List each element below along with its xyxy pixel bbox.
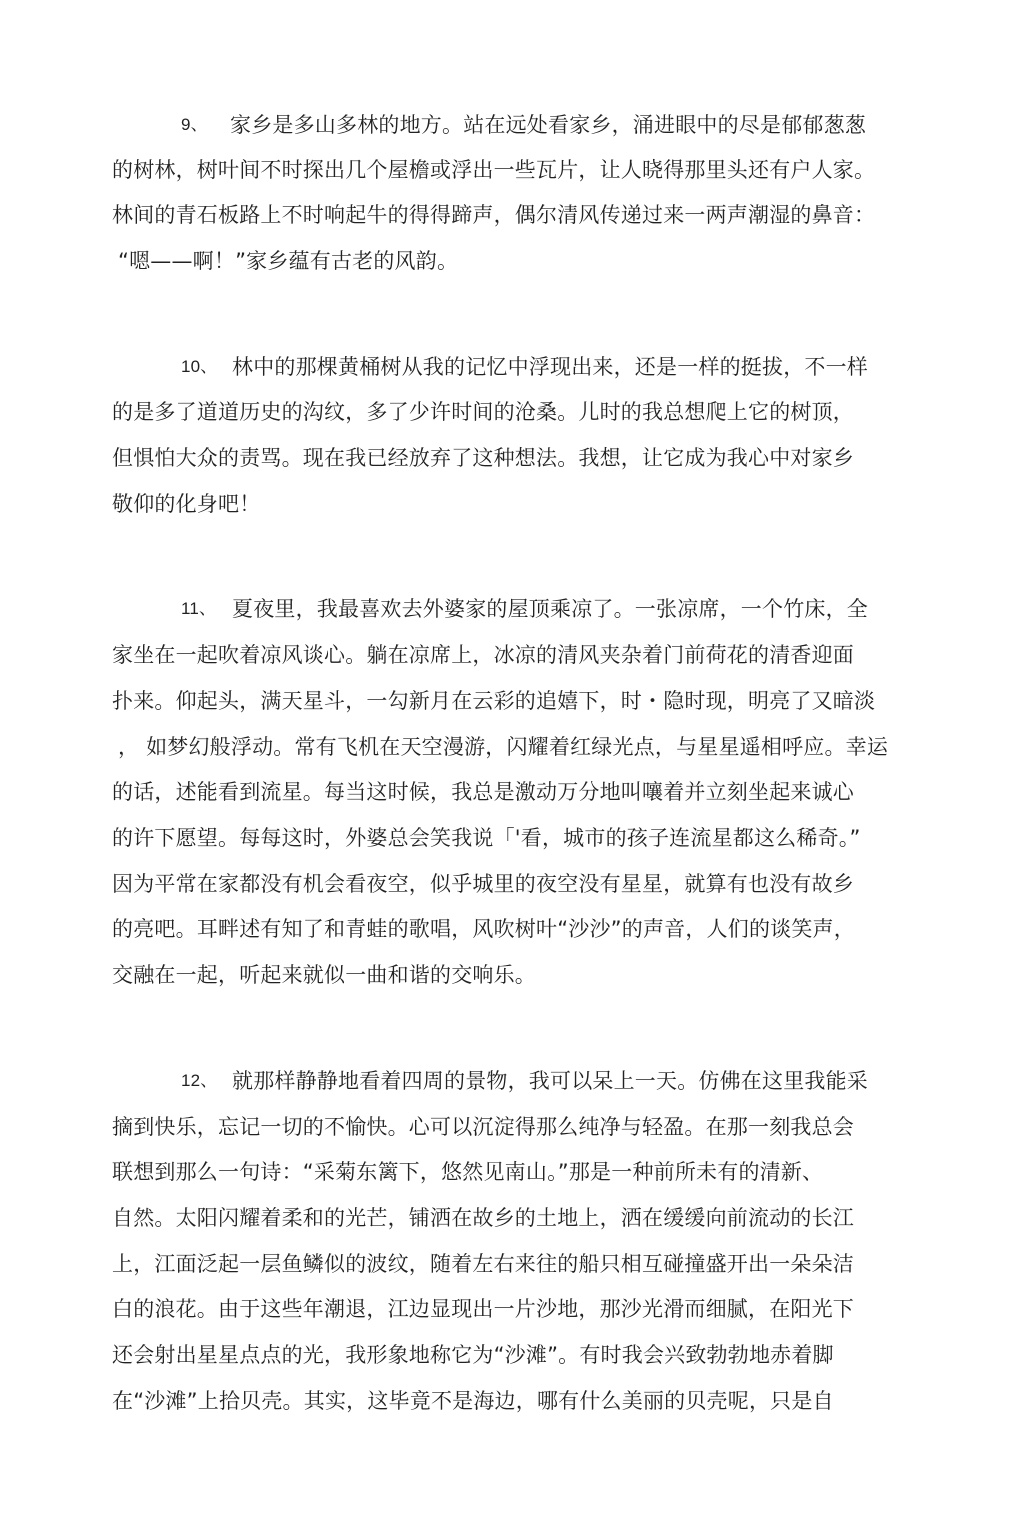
paragraph-line: 但惧怕大众的责骂。现在我已经放弃了这种想法。我想，让它成为我心中对家乡 bbox=[112, 446, 854, 470]
paragraph-line: “嗯——啊！”家乡蕴有古老的风韵。 bbox=[118, 249, 459, 273]
paragraph-line: 扑来。仰起头，满天星斗，一勾新月在云彩的追嬉下，时・隐时现，明亮了又暗淡 bbox=[112, 689, 876, 713]
paragraph-line: 在“沙滩”上拾贝壳。其实，这毕竟不是海边，哪有什么美丽的贝壳呢，只是自 bbox=[112, 1389, 834, 1413]
paragraph-line: 就那样静静地看着四周的景物，我可以呆上一天。仿佛在这里我能采 bbox=[232, 1069, 868, 1093]
paragraph-line: 家乡是多山多林的地方。站在远处看家乡，涌进眼中的尽是郁郁葱葱 bbox=[230, 113, 866, 137]
paragraph-line: 的话，述能看到流星。每当这时候，我总是激动万分地叫嚷着并立刻坐起来诚心 bbox=[112, 780, 854, 804]
paragraph-line: 的许下愿望。每每这时，外婆总会笑我说「'看，城市的孩子连流星都这么稀奇。” bbox=[112, 826, 861, 850]
paragraph-line: 还会射出星星点点的光，我形象地称它为“沙滩”。有时我会兴致勃勃地赤着脚 bbox=[112, 1343, 834, 1367]
paragraph-line: ， 如梦幻般浮动。常有飞机在天空漫游，闪耀着红绿光点，与星星遥相呼应。幸运 bbox=[118, 735, 889, 759]
paragraph-line: 自然。太阳闪耀着柔和的光芒，铺洒在故乡的土地上，洒在缓缓向前流动的长江 bbox=[112, 1206, 854, 1230]
paragraph-line: 敬仰的化身吧！ bbox=[112, 492, 261, 516]
paragraph-line: 交融在一起，听起来就似一曲和谐的交响乐。 bbox=[112, 963, 536, 987]
paragraph-line: 的树林，树叶间不时探出几个屋檐或浮出一些瓦片，让人晓得那里头还有户人家。 bbox=[112, 158, 876, 182]
paragraph-number: 10、 bbox=[181, 357, 218, 376]
paragraph-number: 9、 bbox=[181, 115, 208, 134]
paragraph-line: 因为平常在家都没有机会看夜空，似乎城里的夜空没有星星，就算有也没有故乡 bbox=[112, 872, 854, 896]
paragraph-line: 白的浪花。由于这些年潮退，江边显现出一片沙地，那沙光滑而细腻，在阳光下 bbox=[112, 1297, 854, 1321]
paragraph-number: 11、 bbox=[181, 599, 217, 618]
paragraph-line: 夏夜里，我最喜欢去外婆家的屋顶乘凉了。一张凉席，一个竹床，全 bbox=[232, 597, 868, 621]
paragraph-line: 林中的那棵黄桶树从我的记忆中浮现出来，还是一样的挺拔，不一样 bbox=[232, 355, 868, 379]
paragraph-number: 12、 bbox=[181, 1071, 218, 1090]
paragraph-line: 家坐在一起吹着凉风谈心。躺在凉席上，冰凉的清风夹杂着门前荷花的清香迎面 bbox=[112, 643, 854, 667]
paragraph-line: 上，江面泛起一层鱼鳞似的波纹，随着左右来往的船只相互碰撞盛开出一朵朵洁 bbox=[112, 1252, 854, 1276]
paragraph-line: 林间的青石板路上不时响起牛的得得蹄声，偶尔清风传递过来一两声潮湿的鼻音： bbox=[112, 203, 876, 227]
paragraph-line: 摘到快乐，忘记一切的不愉快。心可以沉淀得那么纯净与轻盈。在那一刻我总会 bbox=[112, 1115, 854, 1139]
paragraph-line: 的亮吧。耳畔述有知了和青蛙的歌唱，风吹树叶“沙沙”的声音，人们的谈笑声， bbox=[112, 917, 855, 941]
paragraph-line: 的是多了道道历史的沟纹，多了少许时间的沧桑。儿时的我总想爬上它的树顶， bbox=[112, 400, 854, 424]
paragraph-line: 联想到那么一句诗：“采菊东篱下，悠然见南山。”那是一种前所未有的清新、 bbox=[112, 1160, 824, 1184]
